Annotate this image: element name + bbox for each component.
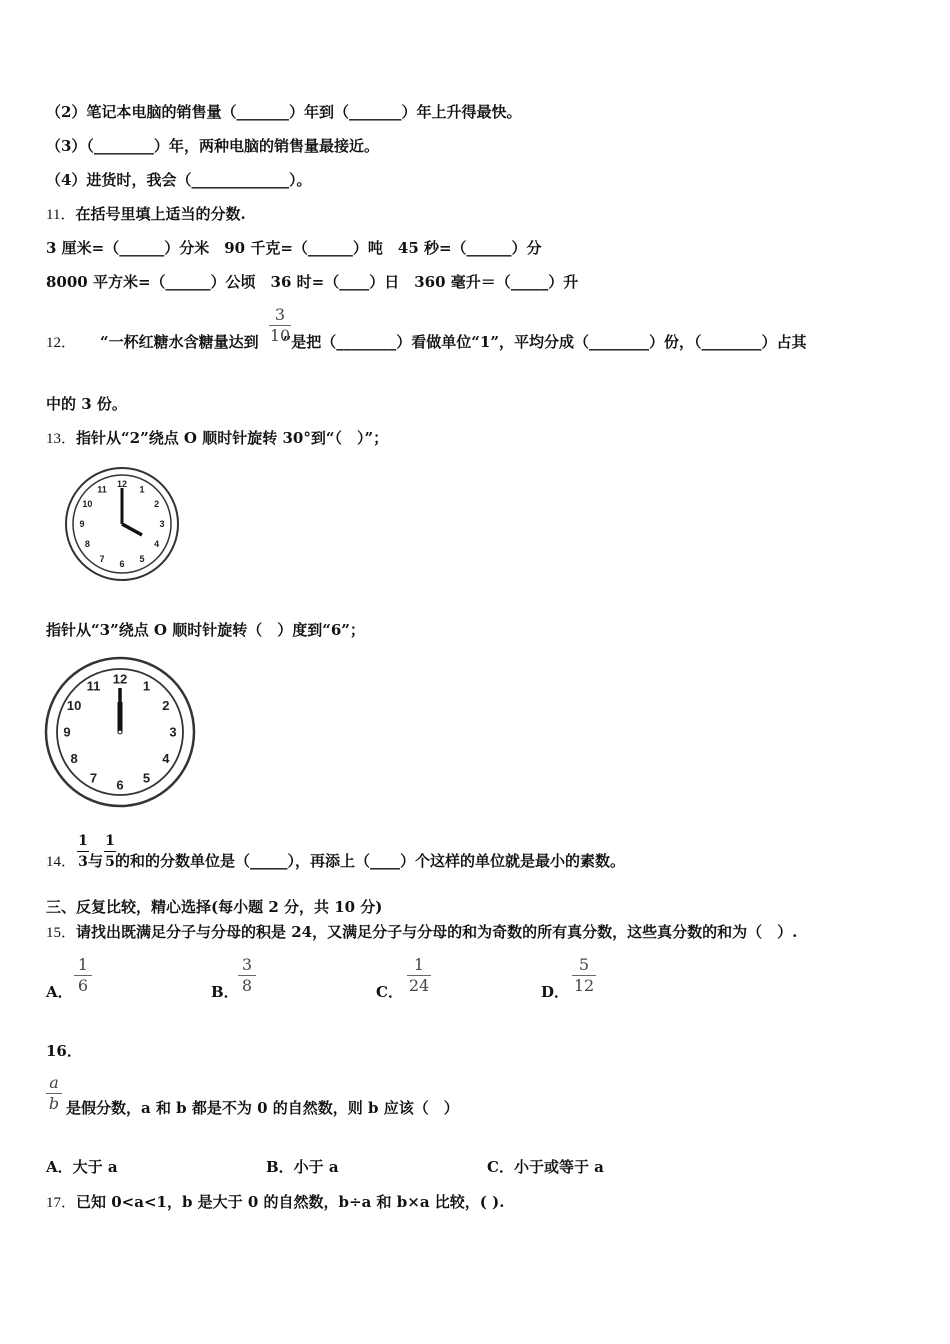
- q16-option-c[interactable]: C．小于或等于 a: [487, 1158, 604, 1176]
- clock-numeral: 9: [79, 519, 85, 530]
- q15-option-c-label[interactable]: C．: [376, 983, 403, 1001]
- q15-c-numerator: 1: [413, 955, 425, 974]
- q14-f2-denominator: 5: [105, 854, 115, 870]
- clock-numeral: 7: [89, 770, 98, 786]
- clock-numeral: 7: [99, 553, 105, 564]
- q15-text: [46, 922, 797, 943]
- q16-text: 是假分数，a 和 b 都是不为 0 的自然数，则 b 应该（ ）: [66, 1099, 459, 1117]
- q15-c-denominator: 24: [408, 976, 430, 995]
- q14-line: [46, 851, 625, 872]
- clock-numeral: 9: [63, 724, 71, 740]
- q11-title: [46, 204, 246, 225]
- clock-numeral: 3: [159, 519, 165, 530]
- q14-and: 与: [88, 852, 104, 870]
- q12-text-before: “一杯红糖水含糖量达到: [100, 333, 259, 351]
- q12-number: 12．: [46, 335, 77, 351]
- q13-text1-content: 指针从“2”绕点 O 顺时针旋转 30°到“（ ）”；: [76, 429, 389, 447]
- q11-row2: 8000 平方米=（______）公顷 36 时=（____）日 360 毫升＝（_____）升: [46, 273, 579, 291]
- q15-option-b-fraction: [238, 956, 256, 995]
- q13-text1: [46, 428, 388, 449]
- clock-numeral: 12: [112, 671, 128, 687]
- q16-option-b[interactable]: B．小于 a: [266, 1158, 339, 1176]
- q12-line1: [46, 332, 806, 353]
- clock-numeral: 6: [116, 777, 124, 793]
- q12-fraction: [269, 306, 291, 345]
- q14-f2-numerator: 1: [105, 833, 115, 849]
- q15-b-numerator: 3: [241, 955, 253, 974]
- q15-option-c-fraction: [407, 956, 431, 995]
- q12-fraction-numerator: 3: [274, 305, 286, 324]
- q16-fraction: [46, 1074, 62, 1113]
- clock-large: [44, 656, 198, 810]
- q14-fraction-2: [104, 832, 116, 871]
- q15-a-denominator: 6: [77, 976, 89, 995]
- q14-fraction-1: [77, 832, 89, 871]
- q11-number: 11．: [46, 207, 76, 223]
- clock-numeral: 8: [84, 539, 90, 550]
- q15-b-denominator: 8: [241, 976, 253, 995]
- q15-option-b-label[interactable]: B．: [211, 983, 239, 1001]
- q15-option-d-label[interactable]: D．: [541, 983, 570, 1001]
- clock-numeral: 6: [119, 559, 125, 570]
- q15-option-a-label[interactable]: A．: [46, 983, 73, 1001]
- clock-numeral: 4: [162, 751, 170, 766]
- q14-number: 14．: [46, 854, 77, 870]
- q13-text2: 指针从“3”绕点 O 顺时针旋转（ ）度到“6”；: [46, 621, 365, 639]
- q15-a-numerator: 1: [77, 955, 89, 974]
- q15-d-denominator: 12: [573, 976, 595, 995]
- clock-numeral: 4: [154, 539, 160, 550]
- q14-text: 的和的分数单位是（_____），再添上（____）个这样的单位就是最小的素数。: [115, 852, 626, 870]
- q10-part4: （4）进货时，我会（_____________）。: [46, 171, 312, 189]
- q17-number: 17．: [46, 1195, 77, 1211]
- q17-text-content: 已知 0<a<1，b 是大于 0 的自然数，b÷a 和 b×a 比较，( ).: [76, 1193, 505, 1211]
- q13-number: 13．: [46, 431, 77, 447]
- q14-f1-denominator: 3: [78, 854, 88, 870]
- clock-numeral: 3: [169, 724, 177, 740]
- q15-option-a-fraction: [74, 956, 92, 995]
- q12-text-after: ”是把（________）看做单位“1”，平均分成（________）份，（________）占其: [282, 333, 807, 351]
- clock-numeral: 11: [97, 484, 107, 495]
- q15-text-content: 请找出既满足分子与分母的积是 24，又满足分子与分母的和为奇数的所有真分数，这些真分数的和为（ ）.: [76, 923, 798, 941]
- q11-row1: 3 厘米=（______）分米 90 千克=（______）吨 45 秒=（______）分: [46, 239, 542, 257]
- clock-small: [62, 466, 186, 582]
- clock-numeral: 8: [70, 751, 78, 766]
- clock-numeral: 10: [66, 698, 82, 713]
- q12-line2: 中的 3 份。: [46, 395, 127, 413]
- clock-numeral: 1: [142, 678, 151, 694]
- q17-text: [46, 1192, 504, 1213]
- clock-numeral: 1: [139, 484, 145, 495]
- section-3-heading: 三、反复比较，精心选择(每小题 2 分，共 10 分): [46, 898, 383, 916]
- q12-fraction-denominator: 10: [269, 326, 291, 345]
- q14-f1-numerator: 1: [78, 833, 88, 849]
- q16-number: 16．: [46, 1042, 82, 1060]
- q10-part2: （2）笔记本电脑的销售量（_______）年到（_______）年上升得最快。: [46, 103, 522, 121]
- q11-title-text: 在括号里填上适当的分数.: [75, 205, 246, 223]
- clock-numeral: 2: [162, 698, 170, 713]
- clock-numeral: 5: [139, 553, 145, 564]
- q16-numerator: a: [49, 1073, 59, 1092]
- q15-option-d-fraction: [572, 956, 596, 995]
- clock-numeral: 10: [82, 499, 93, 510]
- q16-option-a[interactable]: A．大于 a: [46, 1158, 118, 1176]
- clock-numeral: 11: [86, 678, 101, 694]
- clock-numeral: 2: [154, 499, 160, 510]
- clock-numeral: 12: [116, 479, 128, 490]
- clock-numeral: 5: [142, 770, 151, 786]
- q16-denominator: b: [48, 1094, 60, 1113]
- q15-number: 15．: [46, 925, 77, 941]
- q10-part3: （3）（________）年，两种电脑的销售量最接近。: [46, 137, 379, 155]
- q15-d-numerator: 5: [578, 955, 590, 974]
